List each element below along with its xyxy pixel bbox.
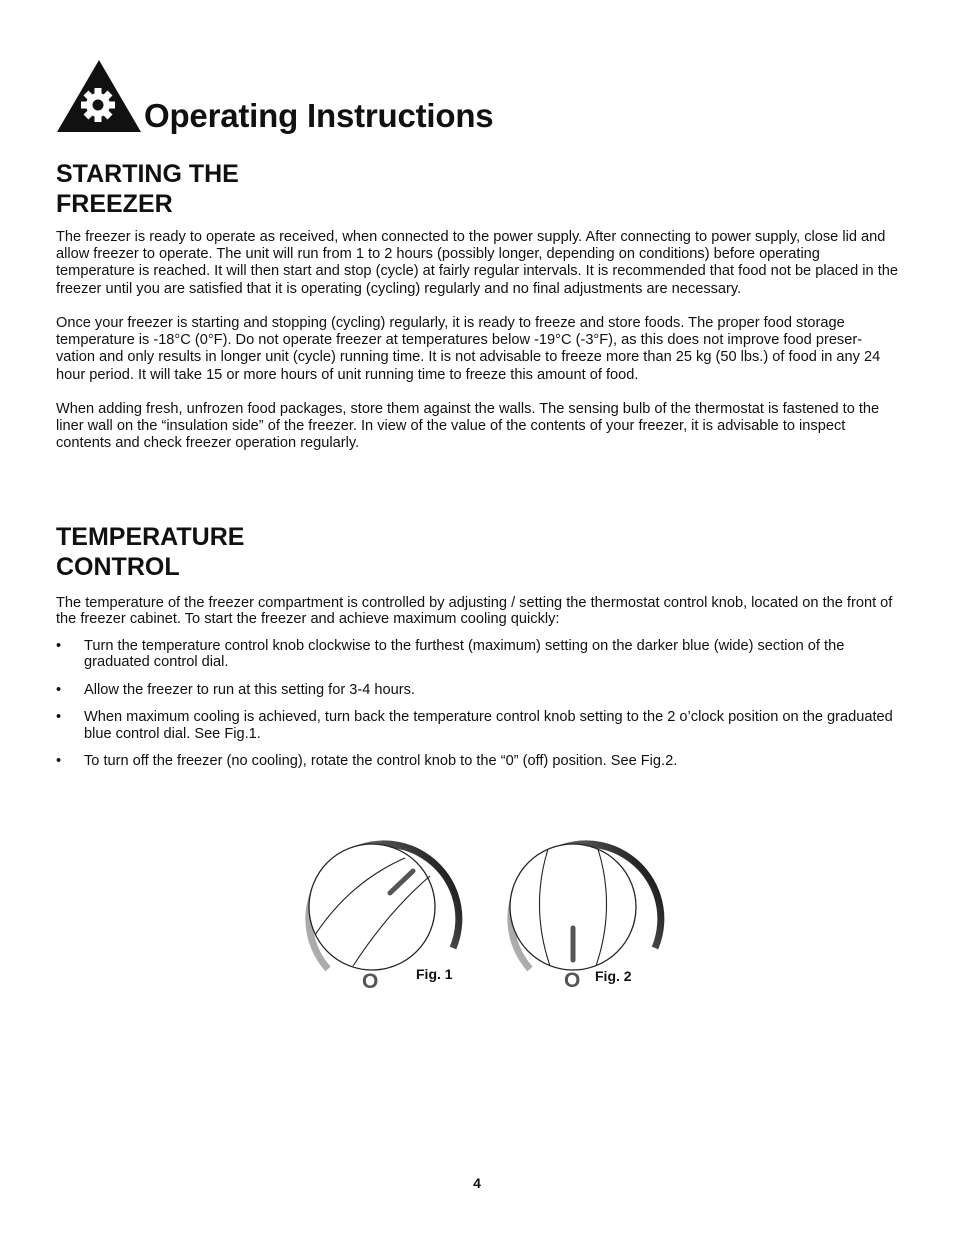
gear-warning-triangle-icon — [56, 59, 142, 133]
list-item-text: Turn the temperature control knob clockwise to the furthest (maximum) setting on the darker blue (wide) section of the graduated control dial. — [84, 638, 845, 671]
list-item-text: To turn off the freezer (no cooling), rotate the control knob to the “0” (off) position. See Fig.2. — [84, 753, 678, 770]
instruction-list — [56, 638, 898, 780]
list-item-text: When maximum cooling is achieved, turn back the temperature control knob setting to the 2 o’clock position on the graduated blue control dial. See Fig.1. — [84, 709, 893, 742]
list-item — [56, 709, 898, 742]
heading-line: CONTROL — [56, 553, 180, 581]
fig1-knob — [309, 844, 459, 970]
fig2-off-mark: O — [564, 969, 581, 992]
page-number: 4 — [473, 1175, 481, 1191]
heading-line: STARTING THE — [56, 160, 239, 188]
page-title: Operating Instructions — [144, 97, 494, 134]
paragraph: When adding fresh, unfrozen food packages, store them against the walls. The sensing bulb of the thermostat is fastened to the liner wall on the “insulation side” of the freezer. In view of the value of the contents of your freezer, it is advisable to inspect contents and check freezer operation regularly. — [56, 401, 880, 452]
paragraph: The temperature of the freezer compartment is controlled by adjusting / setting the thermostat control knob, located on the front of the freezer cabinet. To start the freezer and achieve maximum cooling quickly: — [56, 595, 893, 628]
bullet-icon: • — [56, 681, 62, 698]
fig1-caption: Fig. 1 — [416, 966, 453, 982]
fig2-caption: Fig. 2 — [595, 968, 632, 984]
fig2-knob — [510, 844, 661, 970]
bullet-icon: • — [56, 753, 62, 770]
section-heading-temperature — [56, 522, 244, 582]
heading-line: TEMPERATURE — [56, 523, 245, 551]
paragraph: The freezer is ready to operate as received, when connected to the power supply. After connecting to power supply, close lid and allow freezer to operate. The unit will run from 1 to 2 hours (possibly longer, depending on conditions) before operating temperature is reached. It will then start and stop (cycle) at fairly regular intervals. It is recommended that food not be placed in the freezer until you are satisfied that it is operating (cycling) regularly and no final adjustments are necessary. — [56, 229, 898, 297]
bullet-icon: • — [56, 709, 62, 726]
list-item — [56, 753, 898, 769]
bullet-icon: • — [56, 638, 62, 654]
fig1-knob-face — [309, 844, 435, 970]
heading-line: FREEZER — [56, 190, 173, 218]
list-item — [56, 638, 898, 671]
section-heading-starting — [56, 159, 239, 219]
paragraph: Once your freezer is starting and stopping (cycling) regularly, it is ready to freeze and store foods. The proper food storage temperature is -18°C (0°F). Do not operate freezer at temperatures below -19°C (-3°F), as this does not improve food preser-vation and only results in longer unit (cycle) running time. It is not advisable to freeze more than 25 kg (50 lbs.) of food in any 24 hour period. It will take 15 or more hours of unit running time to freeze this amount of food. — [56, 315, 881, 383]
fig1-off-mark: O — [362, 970, 379, 993]
list-item-text: Allow the freezer to run at this setting for 3-4 hours. — [84, 681, 415, 698]
list-item — [56, 682, 898, 698]
